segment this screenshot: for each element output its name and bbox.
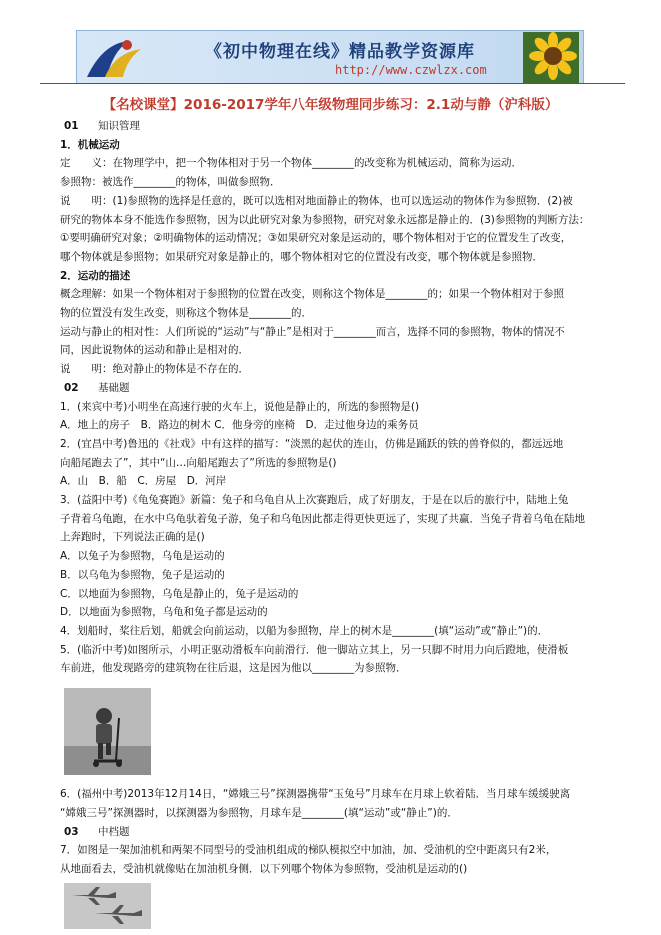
question-line: 3．(益阳中考)《龟兔赛跑》新篇：兔子和乌龟自从上次赛跑后，成了好朋友，于是在以后的旅行中，陆地上兔	[60, 494, 569, 507]
site-logo-icon	[83, 35, 145, 81]
subheading: 1．机械运动	[60, 138, 120, 151]
question-line: 2．(宜昌中考)鲁迅的《社戏》中有这样的描写：“淡黑的起伏的连山，仿佛是踊跃的铁的兽脊似的，都远远地	[60, 437, 564, 450]
document-body	[60, 117, 625, 929]
question-line: 6．(福州中考)2013年12月14日，“嫦娥三号”探测器携带“玉兔号”月球车在月球上软着陆．当月球车缓缓驶离	[60, 788, 571, 801]
aircraft-photo	[64, 883, 151, 929]
subheading: 2．运动的描述	[60, 269, 131, 282]
banner-url[interactable]: http://www.czwlzx.com	[335, 63, 487, 77]
question-line: “嫦娥三号”探测器时，以探测器为参照物，月球车是________(填“运动”或“静止”)的．	[60, 806, 458, 819]
option-line: A．山 B．船 C．房屋 D．河岸	[60, 475, 227, 488]
section-heading: 03 中档题	[64, 825, 130, 838]
header-rule	[40, 83, 625, 84]
question-line: 子背着乌龟跑，在水中乌龟驮着兔子游，兔子和乌龟因此都走得更快更远了，实现了共赢．当兔子背着乌龟在陆地	[60, 512, 585, 525]
section-heading: 01 知识管理	[64, 120, 140, 132]
question-line: 向船尾跑去了”，其中“山…向船尾跑去了”所选的参照物是()	[60, 456, 337, 469]
paragraph-line: 物的位置没有发生改变，则称这个物体是________的．	[60, 307, 312, 320]
question-line: 5．(临沂中考)如图所示，小明正驱动滑板车向前滑行．他一脚站立其上，另一只脚不时用力向后蹬地，使滑板	[60, 643, 569, 656]
paragraph-line: 研究的物体本身不能选作参照物，因为以此研究对象为参照物，研究对象永远都是静止的．(3)参照物的判断方法：	[60, 213, 590, 226]
question-line: 从地面看去，受油机就像贴在加油机身侧．以下列哪个物体为参照物，受油机是运动的()	[60, 862, 468, 875]
question-line: 4．划船时，桨往后划，船就会向前运动，以船为参照物，岸上的树木是________(填“运动”或“静止”)的．	[60, 624, 549, 637]
paragraph-line: 概念理解：如果一个物体相对于参照物的位置在改变，则称这个物体是________的；如果一个物体相对于参照	[60, 288, 564, 301]
paragraph-line: 定 义：在物理学中，把一个物体相对于另一个物体________的改变称为机械运动，简称为运动．	[60, 157, 522, 170]
paragraph-line: 哪个物体就是参照物；如果研究对象是静止的，哪个物体相对它的位置没有改变，哪个物体就是参照物．	[60, 250, 543, 263]
question-line: 车前进，他发现路旁的建筑物在往后退，这是因为他以________为参照物．	[60, 662, 407, 675]
option-line: C．以地面为参照物，乌龟是静止的，兔子是运动的	[60, 587, 299, 600]
sunflower-icon	[523, 32, 579, 84]
banner-title: 《初中物理在线》精品教学资源库	[205, 42, 475, 62]
question-line: 1．(来宾中考)小明坐在高速行驶的火车上，说他是静止的，所选的参照物是()	[60, 400, 420, 413]
section-heading: 02 基础题	[64, 381, 130, 394]
question-line: 上奔跑时，下列说法正确的是()	[60, 531, 205, 544]
paragraph-line: 说 明：(1)参照物的选择是任意的，既可以选相对地面静止的物体，也可以选运动的物体作为参照物．(2)被	[60, 194, 573, 207]
option-line: D．以地面为参照物，乌龟和兔子都是运动的	[60, 606, 268, 619]
option-line: A．地上的房子 B．路边的树木 C．他身旁的座椅 D．走过他身边的乘务员	[60, 419, 419, 432]
paragraph-line: 运动与静止的相对性：人们所说的“运动”与“静止”是相对于________而言，选择不同的参照物，物体的情况不	[60, 325, 565, 338]
paragraph-line: 同，因此说物体的运动和静止是相对的．	[60, 344, 249, 357]
scooter-photo	[64, 688, 151, 775]
paragraph-line: 说 明：绝对静止的物体是不存在的．	[60, 363, 249, 376]
option-line: A．以兔子为参照物，乌龟是运动的	[60, 550, 225, 563]
document-title: 【名校课堂】2016-2017学年八年级物理同步练习：2.1动与静（沪科版）	[102, 97, 559, 113]
option-line: B．以乌龟为参照物，兔子是运动的	[60, 568, 225, 581]
paragraph-line: ①要明确研究对象；②明确物体的运动情况；③如果研究对象是运动的，哪个物体相对于它的位置发生了改变，	[60, 232, 572, 245]
header-banner	[76, 30, 584, 84]
question-line: 7．如图是一架加油机和两架不同型号的受油机组成的梯队模拟空中加油，加、受油机的空中距离只有2米，	[60, 844, 557, 857]
paragraph-line: 参照物：被选作________的物体，叫做参照物．	[60, 176, 281, 189]
